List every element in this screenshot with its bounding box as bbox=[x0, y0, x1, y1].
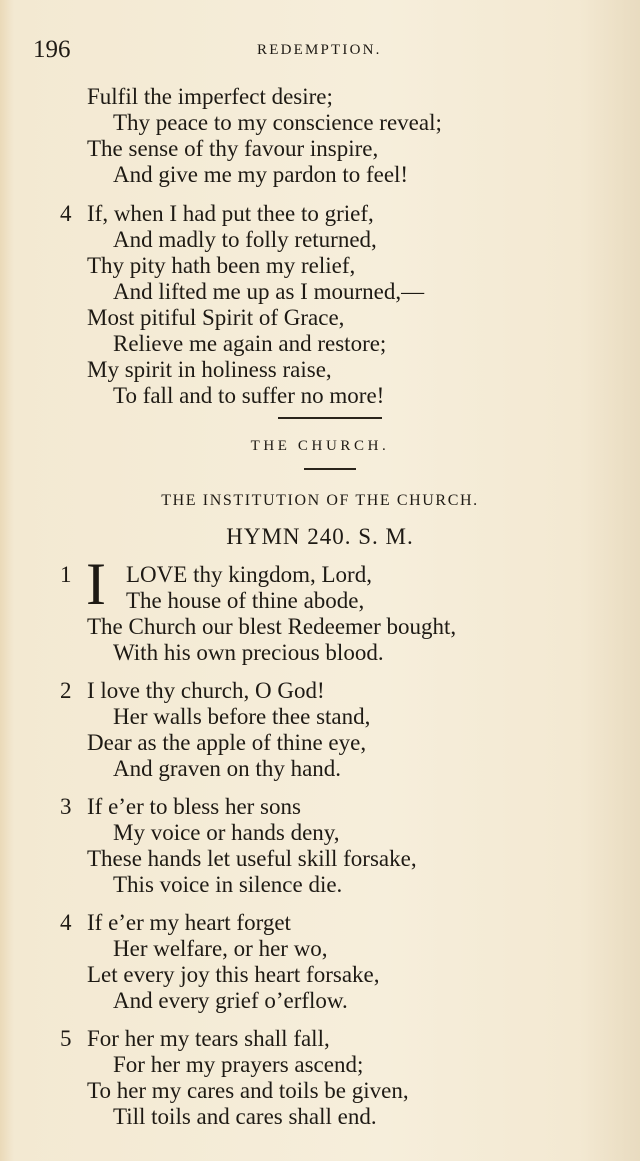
verse-line: The sense of thy favour inspire, bbox=[87, 136, 379, 161]
stanza-number: 5 bbox=[60, 1026, 72, 1051]
verse-line: If e’er to bless her sons bbox=[87, 794, 301, 819]
stanza-number: 2 bbox=[60, 678, 72, 703]
section-title: THE CHURCH. bbox=[250, 438, 390, 454]
verse-line: The house of thine abode, bbox=[126, 588, 365, 613]
verse-line: Dear as the apple of thine eye, bbox=[87, 730, 367, 755]
verse-line: To fall and to suffer no more! bbox=[113, 383, 385, 408]
verse-line: These hands let useful skill forsake, bbox=[87, 846, 417, 871]
verse-line: Fulfil the imperfect desire; bbox=[87, 84, 333, 109]
verse-line: With his own precious blood. bbox=[113, 640, 384, 665]
verse-line: Relieve me again and restore; bbox=[113, 331, 387, 356]
page-edge-shadow bbox=[580, 0, 640, 1161]
verse-line: For her my tears shall fall, bbox=[87, 1026, 330, 1051]
hymn-heading: HYMN 240. S. M. bbox=[226, 524, 414, 549]
section-divider bbox=[278, 417, 382, 419]
verse-line: And graven on thy hand. bbox=[113, 756, 342, 781]
verse-line: My spirit in holiness raise, bbox=[87, 357, 332, 382]
verse-line: Let every joy this heart forsake, bbox=[87, 962, 380, 987]
page-header bbox=[0, 36, 640, 66]
verse-line: And lifted me up as I mourned,— bbox=[113, 279, 425, 304]
verse-line: If e’er my heart forget bbox=[87, 910, 291, 935]
drop-cap: I bbox=[86, 551, 106, 617]
stanza-number: 1 bbox=[60, 562, 72, 587]
verse-line: The Church our blest Redeemer bought, bbox=[87, 614, 457, 639]
verse-line: To her my cares and toils be given, bbox=[87, 1078, 409, 1103]
verse-line: For her my prayers ascend; bbox=[113, 1052, 364, 1077]
running-title: REDEMPTION. bbox=[257, 42, 382, 58]
section-divider bbox=[304, 468, 356, 470]
verse-line: And madly to folly returned, bbox=[113, 227, 377, 252]
verse-line: Thy peace to my conscience reveal; bbox=[113, 110, 442, 135]
verse-line: Thy pity hath been my relief, bbox=[87, 253, 356, 278]
verse-line: My voice or hands deny, bbox=[113, 820, 340, 845]
verse-line: This voice in silence die. bbox=[113, 872, 343, 897]
verse-line: Her walls before thee stand, bbox=[113, 704, 371, 729]
page-number: 196 bbox=[33, 36, 71, 63]
section-subtitle: THE INSTITUTION OF THE CHURCH. bbox=[161, 492, 479, 509]
verse-line: I love thy church, O God! bbox=[87, 678, 325, 703]
verse-line: And give me my pardon to feel! bbox=[113, 162, 409, 187]
verse-line: LOVE thy kingdom, Lord, bbox=[126, 562, 372, 587]
stanza-number: 3 bbox=[60, 794, 72, 819]
verse-line: If, when I had put thee to grief, bbox=[87, 201, 374, 226]
verse-line: Most pitiful Spirit of Grace, bbox=[87, 305, 345, 330]
verse-line: Till toils and cares shall end. bbox=[113, 1104, 377, 1129]
verse-line: Her welfare, or her wo, bbox=[113, 936, 328, 961]
stanza-number: 4 bbox=[60, 910, 72, 935]
stanza-number: 4 bbox=[60, 201, 72, 226]
verse-line: And every grief o’erflow. bbox=[113, 988, 348, 1013]
